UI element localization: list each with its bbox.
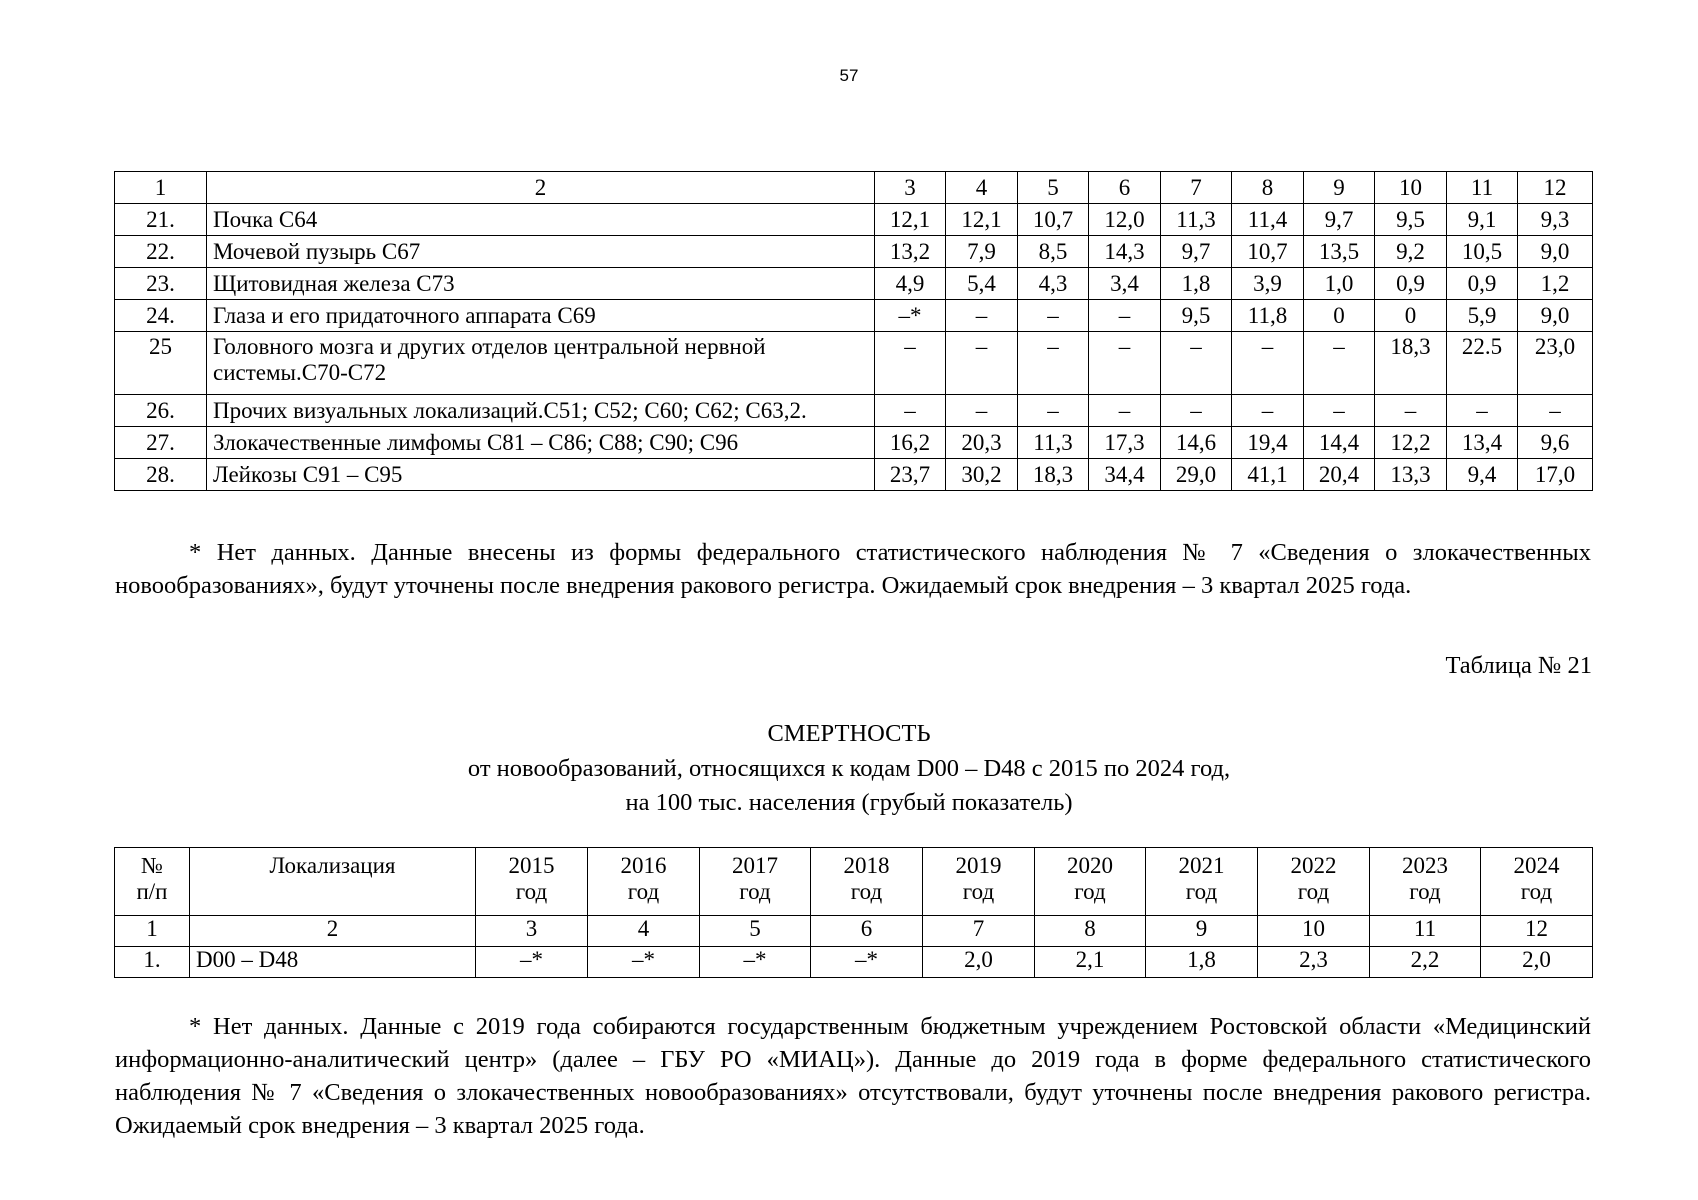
cell-value: 9,7 [1304, 204, 1375, 236]
year-label: 2022 [1290, 853, 1337, 878]
header-cell: 2 [207, 172, 875, 204]
footnote-1 [115, 536, 1591, 602]
header-cell: 9 [1304, 172, 1375, 204]
table-subtitle-line-1: от новообразований, относящихся к кодам D00 – D48 с 2015 по 2024 год, [467, 755, 1231, 782]
cell-value: 5,4 [946, 268, 1018, 300]
cell-value: 18,3 [1018, 459, 1089, 491]
header-year-cell [476, 848, 588, 916]
header-year-cell [923, 848, 1035, 916]
table-row [115, 459, 1593, 491]
cell-value: 0 [1375, 300, 1447, 332]
cell-value: 1,2 [1518, 268, 1593, 300]
row-number: 22. [115, 236, 207, 268]
cell-value: – [1232, 332, 1304, 395]
cell-value: 9,1 [1447, 204, 1518, 236]
header-localization: Локализация [190, 848, 476, 916]
cell-value: 3,4 [1089, 268, 1161, 300]
cell-value: 0,9 [1375, 268, 1447, 300]
index-cell: 3 [476, 916, 588, 947]
year-suffix: год [850, 878, 883, 904]
cell-value: 5,9 [1447, 300, 1518, 332]
cell-value: 34,4 [1089, 459, 1161, 491]
table-number: Таблица № 21 [1445, 652, 1592, 679]
table-header-row [115, 172, 1593, 204]
header-cell: 8 [1232, 172, 1304, 204]
cell-value: 9,3 [1518, 204, 1593, 236]
year-suffix: год [627, 878, 660, 904]
cell-value: 20,4 [1304, 459, 1375, 491]
year-label: 2019 [955, 853, 1002, 878]
row-number: 27. [115, 427, 207, 459]
table-row [115, 947, 1593, 978]
cell-value: 23,0 [1518, 332, 1593, 395]
incidence-table-continuation [114, 171, 1593, 491]
header-cell: 7 [1161, 172, 1232, 204]
year-label: 2017 [732, 853, 778, 878]
year-suffix: год [1074, 878, 1106, 904]
cell-value: 19,4 [1232, 427, 1304, 459]
cell-value: –* [811, 947, 923, 978]
mortality-table [114, 847, 1593, 978]
header-year-cell [588, 848, 700, 916]
cell-value: 1,8 [1161, 268, 1232, 300]
cell-value: 2,1 [1035, 947, 1146, 978]
index-cell: 7 [923, 916, 1035, 947]
cell-value: 20,3 [946, 427, 1018, 459]
cell-value: 10,7 [1018, 204, 1089, 236]
row-number: 21. [115, 204, 207, 236]
cell-value: – [946, 332, 1018, 395]
cell-value: – [946, 395, 1018, 427]
cell-value: 12,2 [1375, 427, 1447, 459]
row-number: 23. [115, 268, 207, 300]
year-suffix: год [962, 878, 995, 904]
year-label: 2024 [1513, 853, 1560, 878]
year-suffix: год [515, 878, 548, 904]
cell-value: – [1089, 300, 1161, 332]
row-name: Прочих визуальных локализаций.С51; С52; С60; С62; С63,2. [207, 395, 875, 427]
cell-value: – [1018, 395, 1089, 427]
year-suffix: год [1409, 878, 1441, 904]
table-header-row [115, 848, 1593, 916]
page-number: 57 [839, 66, 859, 85]
row-number: 28. [115, 459, 207, 491]
cell-value: – [1232, 395, 1304, 427]
index-cell: 10 [1258, 916, 1370, 947]
header-year-cell [1146, 848, 1258, 916]
index-cell: 2 [190, 916, 476, 947]
footnote-2 [115, 1010, 1591, 1142]
table-title: СМЕРТНОСТЬ [767, 720, 931, 747]
footnote-2-text: * Нет данных. Данные с 2019 года собираются государственным бюджетным учреждением Ростовской области «Медицинский информационно-аналитический центр» (далее – ГБУ РО «МИАЦ»). Данные до 2019 года в форме федерального статистического наблюдения № 7 «Сведения о злокачественных новообразованиях» отсутствовали, будут уточнены после внедрения ракового регистра. Ожидаемый срок внедрения – 3 квартал 2025 года. [115, 1013, 1591, 1139]
header-num-line-2: п/п [136, 878, 168, 904]
year-suffix: год [1297, 878, 1330, 904]
cell-value: 11,4 [1232, 204, 1304, 236]
cell-value: – [1304, 332, 1375, 395]
cell-value: 1,0 [1304, 268, 1375, 300]
cell-value: – [1089, 332, 1161, 395]
cell-value: 9,4 [1447, 459, 1518, 491]
header-cell: 6 [1089, 172, 1161, 204]
cell-value: 17,0 [1518, 459, 1593, 491]
header-year-cell [1370, 848, 1481, 916]
header-year-cell [1258, 848, 1370, 916]
index-cell: 5 [700, 916, 811, 947]
row-name: Головного мозга и других отделов центральной нервной системы.С70-С72 [207, 332, 875, 395]
index-cell: 9 [1146, 916, 1258, 947]
row-name: Почка С64 [207, 204, 875, 236]
row-name: Лейкозы С91 – С95 [207, 459, 875, 491]
index-cell: 4 [588, 916, 700, 947]
header-cell: 4 [946, 172, 1018, 204]
table-row [115, 300, 1593, 332]
row-name: Щитовидная железа С73 [207, 268, 875, 300]
cell-value: 18,3 [1375, 332, 1447, 395]
row-number: 25 [115, 332, 207, 395]
cell-value: – [1518, 395, 1593, 427]
index-cell: 12 [1481, 916, 1593, 947]
cell-value: 2,0 [1481, 947, 1593, 978]
row-number: 1. [115, 947, 190, 978]
cell-value: 11,8 [1232, 300, 1304, 332]
header-num-cell [115, 848, 190, 916]
table-row [115, 427, 1593, 459]
table-row [115, 395, 1593, 427]
year-label: 2018 [843, 853, 890, 878]
cell-value: 2,2 [1370, 947, 1481, 978]
cell-value: 1,8 [1146, 947, 1258, 978]
cell-value: 8,5 [1018, 236, 1089, 268]
index-cell: 11 [1370, 916, 1481, 947]
footnote-1-text: * Нет данных. Данные внесены из формы федерального статистического наблюдения № 7 «Сведения о злокачественных новообразованиях», будут уточнены после внедрения ракового регистра. Ожидаемый срок внедрения – 3 квартал 2025 года. [115, 539, 1591, 599]
cell-value: 13,4 [1447, 427, 1518, 459]
cell-value: 9,7 [1161, 236, 1232, 268]
cell-value: –* [875, 300, 946, 332]
row-name: Злокачественные лимфомы С81 – С86; С88; С90; С96 [207, 427, 875, 459]
cell-value: – [1447, 395, 1518, 427]
cell-value: 14,3 [1089, 236, 1161, 268]
cell-value: –* [588, 947, 700, 978]
cell-value: 13,5 [1304, 236, 1375, 268]
cell-value: 12,1 [946, 204, 1018, 236]
cell-value: 2,3 [1258, 947, 1370, 978]
cell-value: – [1375, 395, 1447, 427]
cell-value: 17,3 [1089, 427, 1161, 459]
cell-value: 14,4 [1304, 427, 1375, 459]
cell-value: – [946, 300, 1018, 332]
header-year-cell [1481, 848, 1593, 916]
row-number: 26. [115, 395, 207, 427]
cell-value: 23,7 [875, 459, 946, 491]
header-year-cell [700, 848, 811, 916]
cell-value: 9,2 [1375, 236, 1447, 268]
cell-value: 22.5 [1447, 332, 1518, 395]
cell-value: 11,3 [1161, 204, 1232, 236]
year-label: 2023 [1402, 853, 1448, 878]
year-suffix: год [739, 878, 771, 904]
year-suffix: год [1185, 878, 1218, 904]
header-cell: 3 [875, 172, 946, 204]
cell-value: – [1304, 395, 1375, 427]
header-cell: 10 [1375, 172, 1447, 204]
cell-value: – [1089, 395, 1161, 427]
cell-value: 4,9 [875, 268, 946, 300]
header-cell: 1 [115, 172, 207, 204]
table2-body [115, 848, 1593, 978]
year-label: 2015 [508, 853, 555, 878]
cell-value: 12,0 [1089, 204, 1161, 236]
year-label: 2021 [1178, 853, 1225, 878]
table-index-row [115, 916, 1593, 947]
header-cell: 11 [1447, 172, 1518, 204]
cell-value: 9,5 [1161, 300, 1232, 332]
cell-value: – [875, 332, 946, 395]
cell-value: 9,5 [1375, 204, 1447, 236]
cell-value: – [1161, 332, 1232, 395]
cell-value: –* [476, 947, 588, 978]
cell-value: 29,0 [1161, 459, 1232, 491]
cell-value: – [1018, 332, 1089, 395]
cell-value: 2,0 [923, 947, 1035, 978]
cell-value: 0,9 [1447, 268, 1518, 300]
table1-body [115, 172, 1593, 491]
year-label: 2020 [1067, 853, 1113, 878]
cell-value: 12,1 [875, 204, 946, 236]
cell-value: 13,2 [875, 236, 946, 268]
year-suffix: год [1520, 878, 1553, 904]
cell-value: 14,6 [1161, 427, 1232, 459]
header-cell: 5 [1018, 172, 1089, 204]
cell-value: 11,3 [1018, 427, 1089, 459]
header-cell: 12 [1518, 172, 1593, 204]
cell-value: 10,5 [1447, 236, 1518, 268]
cell-value: – [875, 395, 946, 427]
cell-value: –* [700, 947, 811, 978]
header-year-cell [811, 848, 923, 916]
row-number: 24. [115, 300, 207, 332]
row-name: Мочевой пузырь С67 [207, 236, 875, 268]
cell-value: 9,6 [1518, 427, 1593, 459]
row-name: Глаза и его придаточного аппарата С69 [207, 300, 875, 332]
table-row [115, 268, 1593, 300]
index-cell: 1 [115, 916, 190, 947]
cell-value: 13,3 [1375, 459, 1447, 491]
table-subtitle-line-2: на 100 тыс. населения (грубый показатель) [625, 789, 1073, 816]
cell-value: 0 [1304, 300, 1375, 332]
table-row [115, 332, 1593, 395]
cell-value: 3,9 [1232, 268, 1304, 300]
cell-value: – [1018, 300, 1089, 332]
row-name: D00 – D48 [190, 947, 476, 978]
header-num-line-1: № [141, 853, 163, 878]
cell-value: 41,1 [1232, 459, 1304, 491]
table-row [115, 236, 1593, 268]
cell-value: – [1161, 395, 1232, 427]
cell-value: 16,2 [875, 427, 946, 459]
cell-value: 7,9 [946, 236, 1018, 268]
cell-value: 4,3 [1018, 268, 1089, 300]
cell-value: 9,0 [1518, 236, 1593, 268]
table-row [115, 204, 1593, 236]
year-label: 2016 [620, 853, 667, 878]
index-cell: 8 [1035, 916, 1146, 947]
index-cell: 6 [811, 916, 923, 947]
cell-value: 10,7 [1232, 236, 1304, 268]
cell-value: 9,0 [1518, 300, 1593, 332]
cell-value: 30,2 [946, 459, 1018, 491]
header-year-cell [1035, 848, 1146, 916]
